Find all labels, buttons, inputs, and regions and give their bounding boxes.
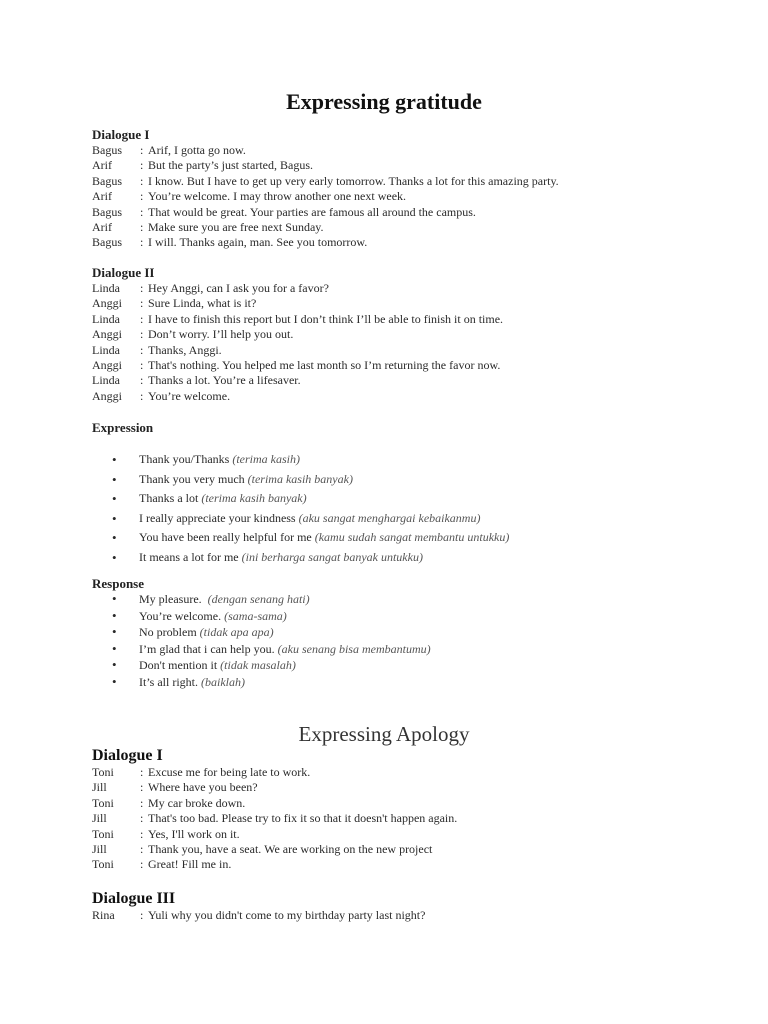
list-item: [112, 608, 431, 625]
dialogue-line: [92, 827, 752, 842]
dialogue-line: [92, 205, 752, 220]
speaker-separator: :: [140, 143, 144, 157]
dialogue-line: [92, 842, 752, 857]
speaker-name: Anggi: [92, 327, 122, 342]
item-translation: (sama-sama): [224, 608, 287, 623]
line-text: My car broke down.: [148, 795, 246, 810]
apology-dialogue1: [92, 765, 752, 873]
dialogue-line: [92, 296, 752, 311]
speaker-name: Bagus: [92, 235, 122, 250]
list-item: [112, 528, 509, 548]
speaker-name: Toni: [92, 826, 114, 841]
speaker-separator: :: [140, 373, 144, 388]
line-text: That's nothing. You helped me last month so I’m returning the favor now.: [148, 358, 501, 373]
dialogue-line: [92, 158, 752, 173]
speaker-name: Linda: [92, 342, 120, 357]
speaker-separator: :: [140, 765, 144, 779]
line-text: I have to finish this report but I don’t think I’ll be able to finish it on time.: [148, 311, 504, 326]
gratitude-dialogue2-heading: Dialogue II: [92, 265, 155, 280]
line-text: Yes, I'll work on it.: [148, 826, 240, 841]
dialogue-line: [92, 908, 752, 923]
speaker-name: Anggi: [92, 358, 122, 373]
dialogue-line: [92, 389, 752, 404]
line-text: That would be great. Your parties are famous all around the campus.: [148, 204, 476, 219]
item-translation: (tidak apa apa): [199, 625, 274, 639]
dialogue-line: [92, 312, 752, 327]
line-text: I will. Thanks again, man. See you tomorrow.: [148, 235, 368, 250]
speaker-name: Jill: [92, 780, 107, 795]
item-text: It’s all right.: [139, 674, 201, 689]
speaker-name: Arif: [92, 158, 112, 173]
gratitude-dialogue1: [92, 143, 752, 251]
list-item: [112, 624, 431, 641]
gratitude-dialogue2: [92, 281, 752, 404]
line-text: I know. But I have to get up very early tomorrow. Thanks a lot for this amazing party.: [148, 173, 559, 188]
dialogue-line: [92, 343, 752, 358]
apology-title: Expressing Apology: [298, 722, 470, 746]
item-text: No problem: [139, 625, 200, 639]
speaker-name: Bagus: [92, 204, 122, 219]
line-text: Yuli why you didn't come to my birthday party last night?: [148, 908, 426, 922]
response-list: [112, 591, 431, 690]
dialogue-line: [92, 765, 752, 780]
item-translation: (baiklah): [201, 674, 245, 689]
line-text: Make sure you are free next Sunday.: [148, 220, 324, 235]
item-text: I really appreciate your kindness: [139, 510, 299, 525]
list-item: [112, 591, 431, 608]
item-translation: (tidak masalah): [220, 658, 296, 672]
speaker-name: Linda: [92, 311, 120, 326]
item-text: My pleasure.: [139, 592, 208, 606]
line-text: That's too bad. Please try to fix it so that it doesn't happen again.: [148, 811, 458, 826]
dialogue-line: [92, 143, 752, 158]
line-text: Where have you been?: [148, 780, 258, 795]
speaker-name: Rina: [92, 908, 115, 922]
dialogue-line: [92, 857, 752, 872]
speaker-separator: :: [140, 296, 144, 311]
item-text: It means a lot for me: [139, 549, 242, 564]
dialogue-line: [92, 796, 752, 811]
expression-list: [112, 450, 509, 567]
speaker-separator: :: [140, 857, 144, 872]
line-text: Thank you, have a seat. We are working on the new project: [148, 842, 433, 857]
speaker-name: Arif: [92, 220, 112, 235]
speaker-name: Arif: [92, 189, 112, 204]
speaker-separator: :: [140, 358, 144, 373]
dialogue-line: [92, 780, 752, 795]
speaker-separator: :: [140, 327, 144, 342]
list-item: [112, 470, 509, 490]
speaker-name: Jill: [92, 842, 107, 857]
apology-dialogue1-heading: Dialogue I: [92, 747, 163, 764]
item-text: Thank you very much: [139, 471, 248, 486]
line-text: But the party’s just started, Bagus.: [148, 158, 313, 173]
dialogue-line: [92, 811, 752, 826]
dialogue-line: [92, 235, 752, 250]
line-text: You’re welcome. I may throw another one next week.: [148, 189, 407, 204]
speaker-separator: :: [140, 311, 144, 326]
line-text: Great! Fill me in.: [148, 857, 232, 872]
line-text: Don’t worry. I’ll help you out.: [148, 327, 294, 342]
item-translation: (aku sangat menghargai kebaikanmu): [298, 510, 481, 525]
expression-heading: Expression: [92, 420, 154, 435]
line-text: Sure Linda, what is it?: [148, 296, 257, 311]
dialogue-line: [92, 327, 752, 342]
speaker-separator: :: [140, 342, 144, 357]
speaker-separator: :: [140, 189, 144, 204]
list-item: [112, 657, 431, 674]
item-text: You’re welcome.: [139, 608, 225, 623]
speaker-separator: :: [140, 811, 144, 826]
speaker-name: Anggi: [92, 388, 122, 403]
speaker-separator: :: [140, 780, 144, 795]
speaker-separator: :: [140, 795, 144, 810]
line-text: Hey Anggi, can I ask you for a favor?: [148, 281, 329, 295]
item-translation: (ini berharga sangat banyak untukku): [241, 549, 423, 564]
speaker-name: Toni: [92, 795, 114, 810]
item-text: I’m glad that i can help you.: [139, 641, 278, 656]
speaker-name: Toni: [92, 857, 114, 872]
item-text: You have been really helpful for me: [139, 530, 315, 544]
speaker-separator: :: [140, 158, 144, 173]
gratitude-title: Expressing gratitude: [286, 89, 482, 114]
item-translation: (terima kasih banyak): [247, 471, 353, 486]
speaker-name: Linda: [92, 373, 120, 388]
item-text: Don't mention it: [139, 658, 221, 672]
item-text: Thank you/Thanks: [139, 452, 233, 466]
speaker-separator: :: [140, 908, 144, 922]
speaker-name: Linda: [92, 281, 120, 295]
list-item: [112, 489, 509, 509]
list-item: [112, 548, 509, 568]
dialogue-line: [92, 189, 752, 204]
dialogue-line: [92, 358, 752, 373]
speaker-separator: :: [140, 388, 144, 403]
line-text: Thanks a lot. You’re a lifesaver.: [148, 373, 301, 388]
line-text: Excuse me for being late to work.: [148, 765, 311, 779]
speaker-name: Toni: [92, 765, 114, 779]
speaker-separator: :: [140, 281, 144, 295]
apology-dialogue3: [92, 908, 752, 923]
dialogue-line: [92, 220, 752, 235]
speaker-separator: :: [140, 220, 144, 235]
list-item: [112, 674, 431, 691]
list-item: [112, 509, 509, 529]
speaker-separator: :: [140, 842, 144, 857]
speaker-name: Bagus: [92, 173, 122, 188]
speaker-separator: :: [140, 826, 144, 841]
gratitude-dialogue1-heading: Dialogue I: [92, 127, 150, 142]
line-text: Arif, I gotta go now.: [148, 143, 246, 157]
item-translation: (aku senang bisa membantumu): [277, 641, 431, 656]
response-heading: Response: [92, 576, 145, 591]
item-translation: (terima kasih banyak): [201, 491, 307, 505]
item-translation: (dengan senang hati): [207, 592, 310, 606]
speaker-name: Anggi: [92, 296, 122, 311]
apology-dialogue3-heading: Dialogue III: [92, 890, 176, 907]
dialogue-line: [92, 373, 752, 388]
dialogue-line: [92, 281, 752, 296]
line-text: Thanks, Anggi.: [148, 342, 222, 357]
speaker-separator: :: [140, 173, 144, 188]
list-item: [112, 450, 509, 470]
item-translation: (kamu sudah sangat membantu untukku): [314, 530, 510, 544]
item-text: Thanks a lot: [139, 491, 202, 505]
speaker-name: Jill: [92, 811, 107, 826]
speaker-name: Bagus: [92, 143, 122, 157]
speaker-separator: :: [140, 235, 144, 250]
list-item: [112, 641, 431, 658]
dialogue-line: [92, 174, 752, 189]
speaker-separator: :: [140, 204, 144, 219]
item-translation: (terima kasih): [232, 452, 300, 466]
line-text: You’re welcome.: [148, 388, 231, 403]
